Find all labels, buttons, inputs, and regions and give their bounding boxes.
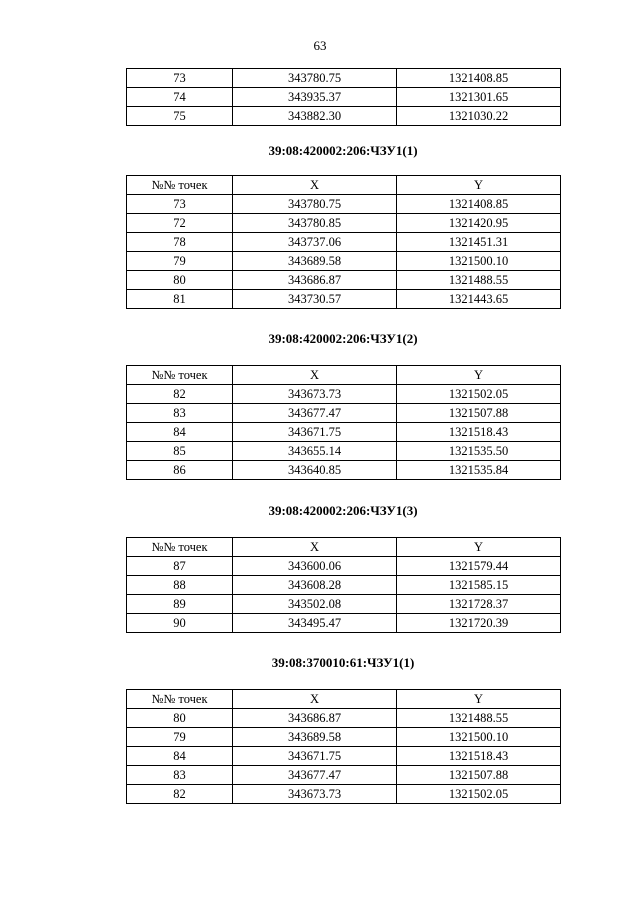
table-header-row [127,538,561,557]
table-row [127,107,561,126]
section-heading: 39:08:420002:206:ЧЗУ1(1) [268,143,418,158]
table-row [127,747,561,766]
y-coordinate-cell: 1321535.84 [397,461,561,480]
table-row [127,214,561,233]
x-coordinate-cell: 343686.87 [233,709,397,728]
x-coordinate-cell: 343780.75 [233,69,397,88]
table-header-row [127,366,561,385]
point-number-cell: 90 [127,614,233,633]
point-number-cell: 83 [127,404,233,423]
x-coordinate-cell: 343686.87 [233,271,397,290]
header-cell: X [233,538,397,557]
table-section [126,503,560,633]
table-section [126,331,560,480]
x-coordinate-cell: 343673.73 [233,785,397,804]
y-coordinate-cell: 1321728.37 [397,595,561,614]
point-number-cell: 72 [127,214,233,233]
point-number-cell: 84 [127,747,233,766]
y-coordinate-cell: 1321500.10 [397,252,561,271]
x-coordinate-cell: 343671.75 [233,423,397,442]
x-coordinate-cell: 343673.73 [233,385,397,404]
point-number-cell: 80 [127,709,233,728]
y-coordinate-cell: 1321488.55 [397,271,561,290]
section-heading: 39:08:420002:206:ЧЗУ1(3) [268,503,418,518]
table-row [127,709,561,728]
table-row [127,423,561,442]
x-coordinate-cell: 343640.85 [233,461,397,480]
point-number-cell: 73 [127,69,233,88]
table-row [127,385,561,404]
table-header-row [127,690,561,709]
coordinates-table [126,175,561,309]
table-row [127,461,561,480]
header-cell: Y [397,366,561,385]
x-coordinate-cell: 343608.28 [233,576,397,595]
table-row [127,195,561,214]
header-cell: №№ точек [127,366,233,385]
x-coordinate-cell: 343780.75 [233,195,397,214]
y-coordinate-cell: 1321518.43 [397,747,561,766]
header-cell: №№ точек [127,176,233,195]
y-coordinate-cell: 1321030.22 [397,107,561,126]
header-cell: Y [397,538,561,557]
point-number-cell: 81 [127,290,233,309]
table-row [127,614,561,633]
y-coordinate-cell: 1321502.05 [397,785,561,804]
y-coordinate-cell: 1321585.15 [397,576,561,595]
header-cell: X [233,366,397,385]
point-number-cell: 80 [127,271,233,290]
page-number: 63 [313,38,327,53]
section-heading: 39:08:370010:61:ЧЗУ1(1) [271,655,415,670]
section-heading: 39:08:420002:206:ЧЗУ1(2) [268,331,418,346]
x-coordinate-cell: 343671.75 [233,747,397,766]
x-coordinate-cell: 343935.37 [233,88,397,107]
table-row [127,766,561,785]
x-coordinate-cell: 343730.57 [233,290,397,309]
point-number-cell: 82 [127,785,233,804]
y-coordinate-cell: 1321451.31 [397,233,561,252]
y-coordinate-cell: 1321579.44 [397,557,561,576]
point-number-cell: 87 [127,557,233,576]
table-row [127,88,561,107]
y-coordinate-cell: 1321535.50 [397,442,561,461]
x-coordinate-cell: 343495.47 [233,614,397,633]
x-coordinate-cell: 343882.30 [233,107,397,126]
y-coordinate-cell: 1321408.85 [397,69,561,88]
table-row [127,271,561,290]
table-row [127,442,561,461]
y-coordinate-cell: 1321408.85 [397,195,561,214]
header-cell: X [233,690,397,709]
point-number-cell: 79 [127,728,233,747]
point-number-cell: 79 [127,252,233,271]
y-coordinate-cell: 1321502.05 [397,385,561,404]
coordinates-table [126,68,561,126]
table-row [127,785,561,804]
y-coordinate-cell: 1321507.88 [397,404,561,423]
point-number-cell: 88 [127,576,233,595]
point-number-cell: 74 [127,88,233,107]
x-coordinate-cell: 343677.47 [233,404,397,423]
header-cell: №№ точек [127,538,233,557]
point-number-cell: 85 [127,442,233,461]
coordinates-table [126,689,561,804]
point-number-cell: 73 [127,195,233,214]
y-coordinate-cell: 1321518.43 [397,423,561,442]
point-number-cell: 83 [127,766,233,785]
point-number-cell: 75 [127,107,233,126]
table-row [127,595,561,614]
header-cell: №№ точек [127,690,233,709]
table-row [127,290,561,309]
x-coordinate-cell: 343655.14 [233,442,397,461]
header-cell: Y [397,690,561,709]
table-section [126,68,560,126]
y-coordinate-cell: 1321720.39 [397,614,561,633]
point-number-cell: 82 [127,385,233,404]
y-coordinate-cell: 1321488.55 [397,709,561,728]
table-row [127,557,561,576]
x-coordinate-cell: 343502.08 [233,595,397,614]
table-section [126,143,560,309]
table-row [127,576,561,595]
table-section [126,655,560,804]
header-cell: Y [397,176,561,195]
point-number-cell: 78 [127,233,233,252]
x-coordinate-cell: 343689.58 [233,252,397,271]
x-coordinate-cell: 343600.06 [233,557,397,576]
x-coordinate-cell: 343737.06 [233,233,397,252]
x-coordinate-cell: 343677.47 [233,766,397,785]
y-coordinate-cell: 1321420.95 [397,214,561,233]
table-row [127,233,561,252]
table-header-row [127,176,561,195]
table-row [127,69,561,88]
x-coordinate-cell: 343780.85 [233,214,397,233]
x-coordinate-cell: 343689.58 [233,728,397,747]
y-coordinate-cell: 1321301.65 [397,88,561,107]
point-number-cell: 86 [127,461,233,480]
point-number-cell: 89 [127,595,233,614]
header-cell: X [233,176,397,195]
table-row [127,728,561,747]
y-coordinate-cell: 1321500.10 [397,728,561,747]
y-coordinate-cell: 1321443.65 [397,290,561,309]
point-number-cell: 84 [127,423,233,442]
y-coordinate-cell: 1321507.88 [397,766,561,785]
table-row [127,252,561,271]
coordinates-table [126,365,561,480]
coordinates-table [126,537,561,633]
table-row [127,404,561,423]
